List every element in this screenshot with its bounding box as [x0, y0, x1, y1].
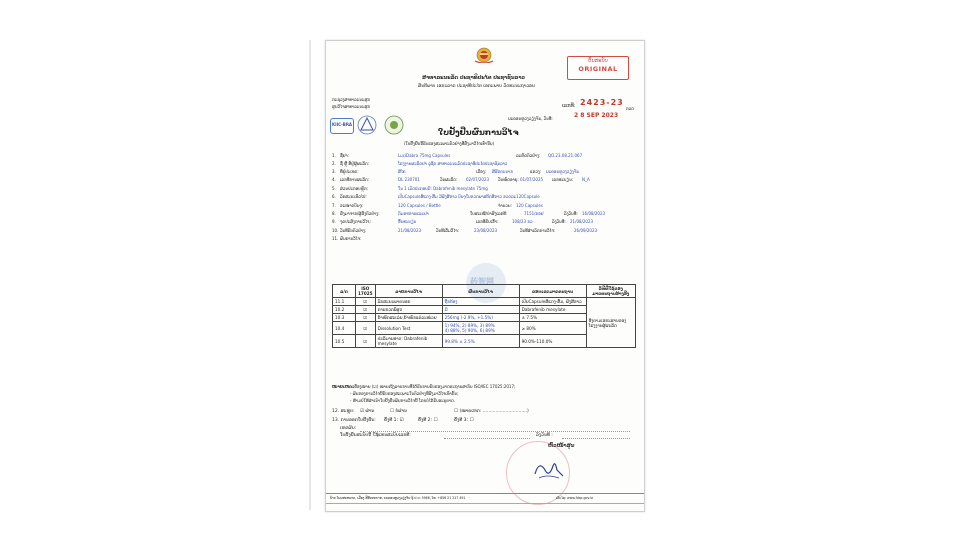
- table-row: [333, 298, 636, 306]
- note-line-2: - ຜົນຂອງການວິໄຈນີ້ຮັບຮອງສະເພາະໃນຕົວຢ່າງທີ່ສົ່ງມາວິໄຈເທົ່ານັ້ນ;: [350, 391, 459, 396]
- lao-national-emblem-icon: [473, 47, 495, 63]
- motto: ສັນຕິພາບ ເອກະລາດ ປະຊາທິປະໄຕ ເອກະພາບ ວັດທະນະຖາວອນ: [418, 84, 535, 89]
- col-header-iso: ISO 17025: [356, 285, 376, 298]
- field-label: ຜົນການວິໄຈ:: [340, 236, 362, 241]
- note-line-1: - ເຄື່ອງໝາຍ (☑) ໝາຍເຖິງລາຍການທີ່ໄດ້ຮັບການຮັບຮອງມາດຕະຖານສາກົນ ISO/IEC 17025:2017;: [350, 384, 516, 389]
- cell-no: 11.1: [333, 298, 356, 306]
- issue-second: ຄັ້ງທີ 2: ☐: [418, 418, 438, 423]
- field-value: ຂຶ້ນທະບຽນ: [398, 219, 417, 224]
- field-value-4: N_A: [582, 177, 590, 182]
- field-value: 120 Capsules / Bottle: [398, 203, 441, 208]
- field-label: ຈຸດປະສົງການວິໄຈ:: [340, 219, 371, 224]
- cell-item: ນ້ຳໜັກສະເລ່ຍ,ນ້ຳໜັກແຕ່ລະໜ່ວຍ: [375, 314, 442, 322]
- conclusion-fail: ☐ ບໍ່ຜ່ານ: [390, 409, 408, 414]
- cell-iso: ☑: [356, 335, 376, 348]
- cell-spec: Dabrafenib mesylate: [519, 306, 586, 314]
- document-title: ໃບຢັ້ງຢືນຜົນການວິໄຈ: [438, 128, 519, 137]
- field-label: ສ່ວນປະກອບຫຼັກ:: [340, 186, 369, 191]
- field-number: 4.: [332, 177, 336, 182]
- date-label: ນະຄອນຫຼວງວຽງຈັນ, ວັນທີ:: [508, 116, 553, 121]
- cell-no: 10.4: [333, 322, 356, 335]
- scan-margin: [309, 40, 311, 510]
- center-name: ສູນວິໄຈສາທາລະນະສຸກ: [332, 104, 370, 109]
- cell-iso: ☑: [356, 314, 376, 322]
- ministry-name: ກະຊວງສາທາລະນະສຸກ: [332, 97, 370, 102]
- field-value-2: 108/23 ກວ: [512, 219, 533, 224]
- field-label: ຂະໜາດບັນຈຸ:: [340, 203, 364, 208]
- field-value-2: 7151/ກອຢ: [524, 211, 544, 216]
- cell-item: Dissolution Test: [375, 322, 442, 335]
- replace-text: ໃບຢັ້ງຢືນສະບັບນີ້ ໃຊ້ແທນສະບັບເລກທີ:: [340, 433, 411, 438]
- country-line: ສາທາລະນະລັດ ປະຊາທິປະໄຕ ປະຊາຊົນລາວ: [422, 75, 525, 81]
- cell-result: ຖືກຕ້ອງ: [442, 298, 519, 306]
- footer: [326, 493, 644, 512]
- col-header-method: ວິທີທີ່ໃຊ້ຂອງມາດຕະຖານອ້າງອີງ: [586, 285, 635, 298]
- field-label: ລັກສະນະທົ່ວໄປ:: [340, 194, 367, 199]
- field-value: ກົມອາຫານແລະຢາ: [398, 211, 429, 216]
- cell-spec: 90.0%-110.0%: [519, 335, 586, 348]
- cell-method: ອີງຕາມເອກະສານຂອງ ໂຮງງານຜູ້ຜະລິດ: [586, 298, 635, 348]
- field-number: 11.: [332, 236, 339, 241]
- cell-item: ປະລິມານທາດ: Dabrafenib mesylate: [375, 335, 442, 348]
- field-number: 6.: [332, 194, 336, 199]
- col-header-no: ລ/ດ: [333, 285, 356, 298]
- field-value-3: 01/07/2025: [520, 177, 544, 182]
- field-label-2: ວັນທີເລີ່ມວິໄຈ:: [436, 228, 460, 233]
- document-subtitle: (ໃບຢັ້ງຢືນນີ້ຮັບຮອງສະເພາະຕົວຢ່າງທີ່ສົ່ງມາວິໄຈເທົ່ານັ້ນ): [404, 141, 495, 146]
- kiic-bra-logo-text: KIIC-BRA: [332, 122, 352, 127]
- field-value: ສີໄຄ: [398, 169, 406, 174]
- field-label-3: ແຂວງ:: [530, 169, 542, 174]
- conclusion-note: ☐ (ໝາຍເຫດ: ...............................): [454, 409, 529, 414]
- stamp-bottom-text: ORIGINAL: [578, 65, 618, 73]
- cell-result: 99.8% ± 2.5%: [442, 335, 519, 348]
- field-label-2: ລະຫັດຕົວຢ່າງ:: [516, 153, 541, 158]
- col-header-item: ລາຍການວິໄຈ: [375, 285, 442, 298]
- col-header-spec: ຂອບເຂດມາດຕະຖານ: [519, 285, 586, 298]
- number-suffix: ກວດ: [626, 106, 634, 111]
- field-label: ຊື່ ຫຼື ທີ່ຢູ່ຜູ້ຜະລິດ:: [340, 161, 370, 166]
- original-stamp: [567, 56, 629, 80]
- accreditation-triangle-logo: [357, 115, 377, 135]
- field-label-3: ລົງວັນທີ:: [552, 219, 566, 224]
- results-table: [332, 284, 636, 348]
- field-label-4: ເລກທະບຽນ:: [552, 177, 574, 182]
- cell-no: 10.3: [333, 314, 356, 322]
- field-number: 3.: [332, 169, 336, 174]
- field-label: ສົ່ງມາຈາກ/ຜູ້ສົ່ງຕົວຢ່າງ:: [340, 211, 380, 216]
- cell-spec: ≥ 80%: [519, 322, 586, 335]
- footer-address: ບ້ານ ໂພນສະຫວາດ, ເມືອງ ສີສັດຕະນາກ, ນະຄອນຫຼວງວຽງຈັນ ຕູ້ ປ.ນ: 5966, ໂທ: +856 21 217 491: [330, 496, 466, 500]
- cell-result: 256mg (-2.9%, +1.5%): [442, 314, 519, 322]
- signer-title: ຫົວໜ້າສູນ: [548, 443, 575, 449]
- reason-line: [360, 431, 630, 432]
- field-number: 10.: [332, 228, 339, 233]
- field-value-2: QO.23.08.21.067: [548, 153, 583, 158]
- field-label-2: ເມືອງ:: [476, 169, 487, 174]
- field-label-2: ໃບສະເໜີ/ນຳສົ່ງເລກທີ:: [470, 211, 508, 216]
- field-number: 1.: [332, 153, 336, 158]
- field-label-2: ເລກທີຮັບເຂົ້າ:: [476, 219, 499, 224]
- cell-spec: ± 7.5%: [519, 314, 586, 322]
- cell-result: 1) 94%, 2) 89%, 3) 89% 4) 88%, 5) 90%, 6) 89%: [442, 322, 519, 335]
- cell-no: 10.5: [333, 335, 356, 348]
- field-value-3: ນະຄອນຫຼວງວຽງຈັນ: [546, 169, 580, 174]
- field-number: 2.: [332, 161, 336, 166]
- signature-image: [529, 456, 569, 484]
- field-label-3: ລົງວັນທີ:: [564, 211, 578, 216]
- kiic-bra-logo: [330, 118, 354, 134]
- field-number: 9.: [332, 219, 336, 224]
- issue-third: ຄັ້ງທີ 3: ☐: [454, 418, 474, 423]
- replace-date-label: ລົງວັນທີ :: [536, 433, 553, 438]
- field-value: LuciDabra 75mg Capsules: [398, 153, 451, 158]
- field-value: DL 230701: [398, 177, 420, 182]
- field-value: 21/08/2023: [398, 228, 422, 233]
- table-header-row: [333, 285, 636, 298]
- issue-first: ຄັ້ງທີ 1: ☑: [384, 418, 404, 423]
- issue-reason-label: ເຫດຜົນ:: [340, 426, 357, 431]
- field-label-2: ວັນຜະລິດ:: [440, 177, 458, 182]
- field-label-2: ຈຳນວນ:: [498, 203, 512, 208]
- field-number: 7.: [332, 203, 336, 208]
- field-number: 5.: [332, 186, 336, 191]
- field-value: ໃນ 1 ເມັດປະກອບມີ: Dabrafenib mesylate 75mg: [398, 186, 488, 191]
- cell-result: ມີ: [442, 306, 519, 314]
- cell-iso: ☑: [356, 306, 376, 314]
- field-label: ຊື່ຢາ:: [340, 153, 349, 158]
- replace-line: [444, 438, 530, 439]
- conclusion-pass: ☑ ຜ່ານ: [360, 409, 375, 414]
- conclusion-label: 12. ສະຫຼຸບ:: [332, 409, 355, 414]
- center-seal-logo: [382, 115, 406, 135]
- issue-label: 13. ການອອກໃບຢັ້ງຢືນ:: [332, 418, 376, 423]
- cell-item: ລັກສະນະພາຍນອກ: [375, 298, 442, 306]
- field-number: 8.: [332, 211, 336, 216]
- field-value: ໂຮງງານຜະລິດຢາ ລູຊີດ ສາທາລະນະລັດປະຊາທິປະໄຕປະຊາຊົນລາວ: [398, 161, 508, 166]
- col-header-result: ຜົນການວິໄຈ: [442, 285, 519, 298]
- watermark-text: 药智网: [470, 277, 494, 286]
- date-value: 2 8 SEP 2023: [574, 112, 619, 119]
- replace-date-line: [562, 438, 630, 439]
- cell-item: ການກວດພິສູດ: [375, 306, 442, 314]
- field-value-3: 26/09/2023: [574, 228, 598, 233]
- stamp-top-text: ຕົ້ນສະບັບ: [588, 58, 608, 64]
- field-value-2: 23/08/2023: [474, 228, 498, 233]
- certificate-page: [325, 40, 645, 512]
- field-value-2: 02/07/2023: [466, 177, 490, 182]
- number-label: ເລກທີ:: [562, 103, 576, 109]
- field-value-2: ສີສັດຕະນາກ: [492, 169, 513, 174]
- field-label-3: ວັນທີສຳເລັດການວິໄຈ:: [520, 228, 556, 233]
- field-label-3: ວັນໝົດອາຍຸ:: [498, 177, 519, 182]
- cell-iso: ☑: [356, 322, 376, 335]
- field-value-3: 21/08/2023: [570, 219, 594, 224]
- cell-iso: ☑: [356, 298, 376, 306]
- field-value: ເປັນCapsuleສີແດງ-ສົ້ມ ມີຜົງສີຂາວ ບັນຈຸໃນຂວດພາສຕິກສີຂາວ ຂວດລະ120Capsule: [398, 194, 540, 199]
- field-label: ທີ່ຢູ່ປະເທດ:: [340, 169, 359, 174]
- cell-no: 10.2: [333, 306, 356, 314]
- cell-spec: ເປັນCapsuleສີແດງ-ສົ້ມ, ຜົງສີຂາວ: [519, 298, 586, 306]
- field-label: ວັນທີຮັບຕົວຢ່າງ:: [340, 228, 367, 233]
- notes-label: ໝາຍເຫດ:: [332, 384, 354, 389]
- field-value-3: 16/08/2023: [582, 211, 606, 216]
- field-value-2: 120 Capsules: [516, 203, 543, 208]
- field-label: ເລກທີການຜະລິດ:: [340, 177, 370, 182]
- number-value: 2423-23: [580, 98, 624, 107]
- note-line-3: - ຫ້າມບໍ່ໃຫ້ສຳເນົາໃບຢັ້ງຢືນຜົນການວິໄຈນີ້ ໂດຍບໍ່ໄດ້ຮັບອະນຸຍາດ.: [350, 398, 456, 403]
- footer-web: ເວັບໄຊ: www.fdqc.gov.la: [556, 496, 593, 500]
